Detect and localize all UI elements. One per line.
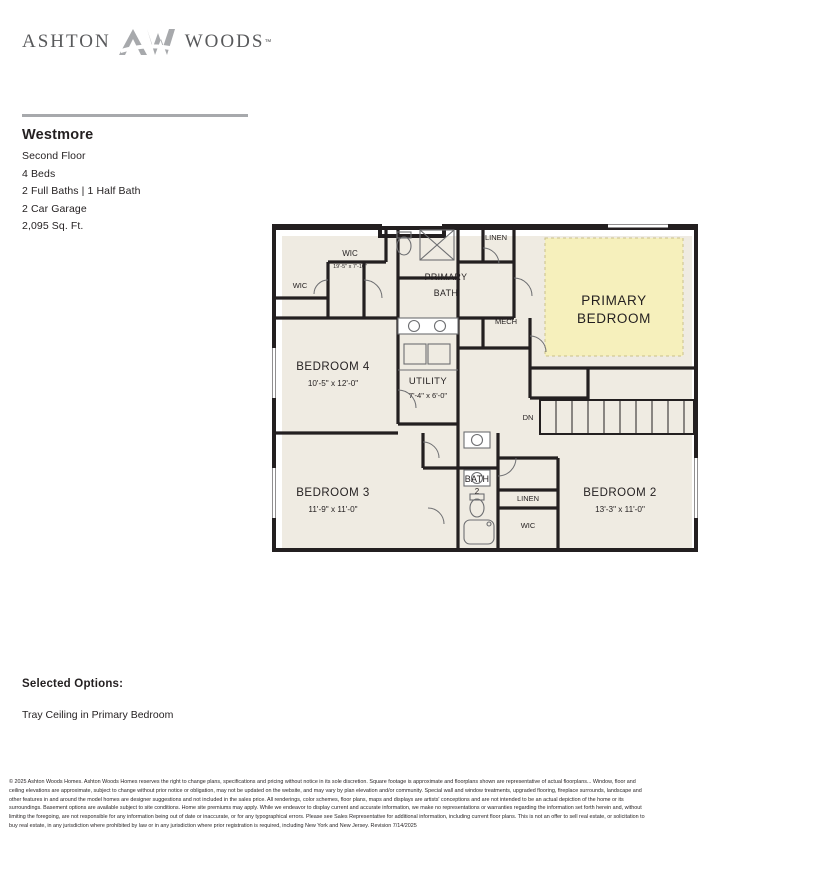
room-label-wic-primary: WIC: [342, 249, 358, 258]
room-label-primary-bath-2: BATH: [433, 288, 459, 298]
room-label-wic-bedroom2: WIC: [520, 521, 536, 530]
logo-text-right: WOODS: [184, 31, 265, 52]
page-title: Westmore: [22, 127, 94, 143]
room-label-bedroom-4: BEDROOM 4: [296, 361, 370, 373]
floorplan-drawing: [268, 218, 704, 563]
header-divider: [22, 114, 248, 117]
legal-disclaimer: © 2025 Ashton Woods Homes. Ashton Woods Homes reserves the right to change plans, specifications and pricing without notice in its sole discretion. Square footage is approximate and floorplans shown are representative of actual floorplans... Window, floor and ceiling elevations are approximate, subject to change without prior notice or obligation, may not be updated on the website, and may vary by plan elevation and/or community. Special wall and window treatments, upgraded flooring, fireplace surrounds, landscape and other features in and around the model homes are designer suggestions and not included in the sales price. All renderings, color schemes, floor plans, maps and displays are artists' conceptions and are not intended to be an actual depiction of the home or its surroundings. Basement options are available subject to site conditions. Home site premiums may apply. While we endeavor to display current and accurate information, we make no representations or warranties regarding the information set forth herein and, without limiting the foregoing, are not responsible for any information being out of date or inaccurate, or for any typographical errors. Please see Sales Representative for additional information, including current floor plans. This is not an offer to sell real estate, or solicitation to buy real estate, in any jurisdiction where prohibited by law or in any jurisdiction where prior registration is required, including New York and New Jersey. Revision 7/14/2025: [9, 779, 645, 829]
room-dims-bedroom-2: 13'-3" x 11'-0": [595, 505, 645, 514]
room-label-primary-bath-1: PRIMARY: [424, 272, 468, 282]
room-label-linen-bottom: LINEN: [516, 494, 540, 503]
room-dims-bedroom-3: 11'-9" x 11'-0": [308, 505, 358, 514]
room-dims-wic-primary: 19'-5" x 7'-10": [333, 264, 367, 270]
selected-options-title: Selected Options:: [22, 678, 124, 690]
room-label-wic-small: WIC: [292, 281, 308, 290]
room-label-bath-2-1: BATH: [464, 474, 490, 484]
plan-beds: 4 Beds: [22, 167, 56, 180]
aw-monogram-icon: [117, 25, 179, 59]
brand-logo: [22, 24, 272, 60]
plan-garage: 2 Car Garage: [22, 202, 87, 215]
plan-floor: Second Floor: [22, 150, 86, 162]
plan-baths: 2 Full Baths | 1 Half Bath: [22, 185, 141, 197]
room-dims-utility: 7'-4" x 6'-0": [408, 391, 448, 400]
room-label-bedroom-3: BEDROOM 3: [296, 487, 370, 499]
room-label-utility: UTILITY: [408, 376, 448, 387]
room-dims-bedroom-4: 10'-5" x 12'-0": [307, 379, 359, 388]
floorplan-svg: [268, 218, 704, 563]
room-label-bath-2-2: 2: [474, 487, 480, 496]
room-label-bedroom-2: BEDROOM 2: [583, 487, 657, 499]
room-label-linen-top: LINEN: [484, 233, 508, 242]
stairs: [540, 400, 694, 434]
room-label-mech: MECH: [494, 317, 518, 326]
stairs-direction-label: DN: [522, 413, 534, 422]
plan-sqft: 2,095 Sq. Ft.: [22, 220, 84, 232]
selected-option-item: Tray Ceiling in Primary Bedroom: [22, 709, 174, 721]
logo-trademark: ™: [264, 38, 272, 46]
room-label-primary-bedroom-1: PRIMARY: [581, 293, 647, 308]
room-label-primary-bedroom-2: BEDROOM: [577, 311, 651, 326]
logo-text-left: ASHTON: [22, 31, 111, 52]
